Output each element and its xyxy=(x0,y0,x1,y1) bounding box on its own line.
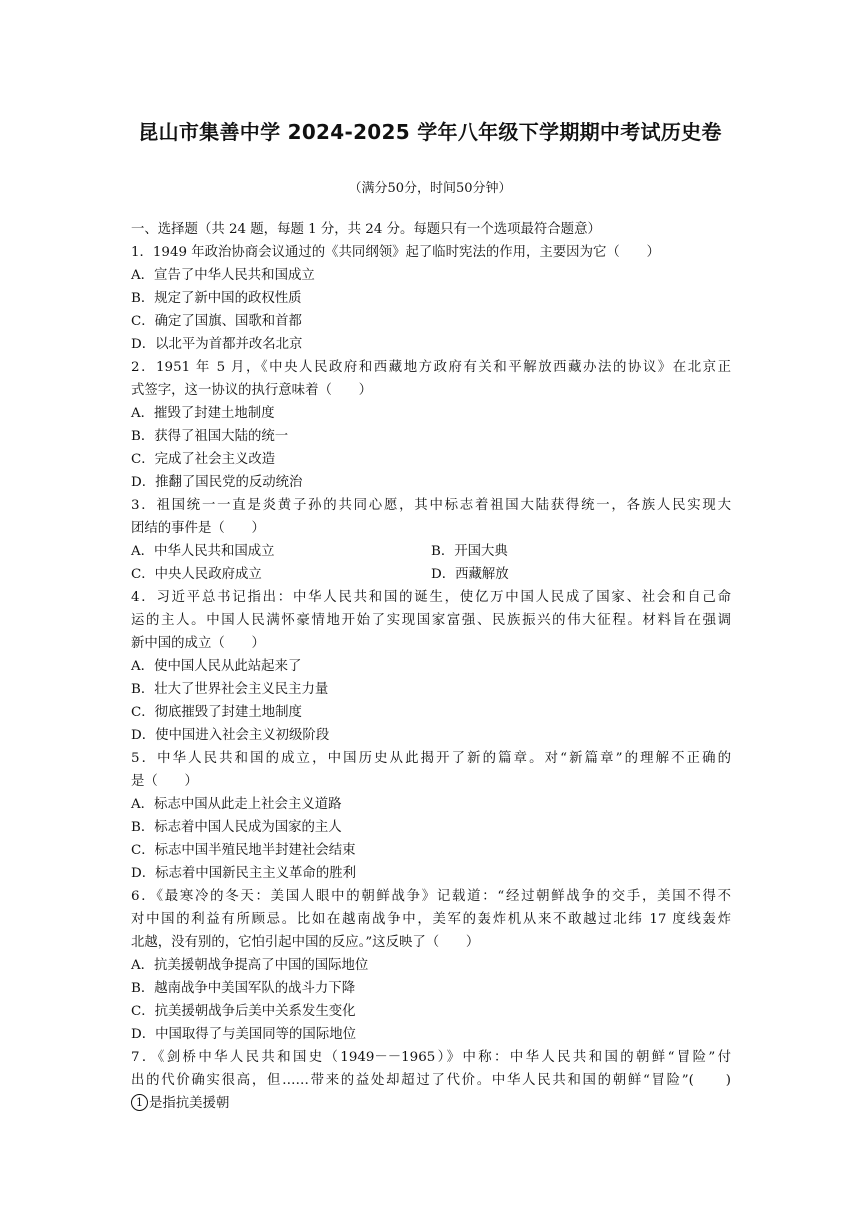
option-c: C．确定了国旗、国歌和首都 xyxy=(131,314,302,329)
option-d: D．以北平为首都并改名北京 xyxy=(131,337,303,352)
question-stem: 2．1951 年 5 月，《中央人民政府和西藏地方政府有关和平解放西藏办法的协议》在北京正 xyxy=(131,360,731,375)
option-b: B．开国大典 xyxy=(431,544,508,559)
option-a: A．使中国人民从此站起来了 xyxy=(131,659,302,674)
page-title: 昆山市集善中学 2024-2025 学年八年级下学期期中考试历史卷 xyxy=(138,120,722,144)
question-3 xyxy=(131,494,731,586)
option-a: A．中华人民共和国成立 xyxy=(131,544,275,559)
question-stem: 运的主人。中国人民满怀豪情地开始了实现国家富强、民族振兴的伟大征程。材料旨在强调 xyxy=(131,613,731,628)
option-c: C．标志中国半殖民地半封建社会结束 xyxy=(131,843,356,858)
option-a: A．抗美援朝战争提高了中国的国际地位 xyxy=(131,958,369,973)
option-d: D．推翻了国民党的反动统治 xyxy=(131,475,303,490)
question-5 xyxy=(131,747,731,885)
question-stem: 团结的事件是（ ） xyxy=(131,521,265,536)
question-7 xyxy=(131,1046,731,1115)
option-d: D．使中国进入社会主义初级阶段 xyxy=(131,728,330,743)
question-stem: 4．习近平总书记指出：中华人民共和国的诞生，使亿万中国人民成了国家、社会和自己命 xyxy=(131,590,731,605)
question-6 xyxy=(131,885,731,1046)
question-stem: 北越，没有别的，它怕引起中国的反应。”这反映了（ ） xyxy=(131,935,480,950)
option-row xyxy=(131,540,731,563)
option-b: B．越南战争中美国军队的战斗力下降 xyxy=(131,981,356,996)
option-b: B．规定了新中国的政权性质 xyxy=(131,291,302,306)
question-stem: 出的代价确实很高，但……带来的益处却超过了代价。中华人民共和国的朝鲜“冒险”( ) xyxy=(131,1073,731,1088)
question-1 xyxy=(131,241,731,356)
option-c: C．抗美援朝战争后美中关系发生变化 xyxy=(131,1004,356,1019)
exam-info: （满分50分，时间50分钟） xyxy=(348,181,512,196)
statement-text: 是指抗美援朝 xyxy=(149,1096,230,1111)
question-stem: 新中国的成立（ ） xyxy=(131,636,265,651)
question-4 xyxy=(131,586,731,747)
question-stem: 对中国的利益有所顾忌。比如在越南战争中，美军的轰炸机从来不敢越过北纬 17 度线轰炸 xyxy=(131,912,731,927)
option-b: B．获得了祖国大陆的统一 xyxy=(131,429,289,444)
question-stem: 式签字，这一协议的执行意味着（ ） xyxy=(131,383,373,398)
question-stem: 7．《剑桥中华人民共和国史（1949－－1965）》中称：中华人民共和国的朝鲜“冒险”付 xyxy=(131,1050,731,1065)
option-a: A．标志中国从此走上社会主义道路 xyxy=(131,797,342,812)
option-row xyxy=(131,563,731,586)
option-c: C．完成了社会主义改造 xyxy=(131,452,276,467)
option-d: D．标志着中国新民主主义革命的胜利 xyxy=(131,866,356,881)
option-c: C．中央人民政府成立 xyxy=(131,567,262,582)
question-body xyxy=(131,218,731,1115)
option-b: B．标志着中国人民成为国家的主人 xyxy=(131,820,342,835)
circled-number-1: 1 xyxy=(131,1094,148,1111)
question-stem: 1．1949 年政治协商会议通过的《共同纲领》起了临时宪法的作用，主要因为它（ ） xyxy=(131,245,660,260)
question-stem: 3．祖国统一一直是炎黄子孙的共同心愿，其中标志着祖国大陆获得统一，各族人民实现大 xyxy=(131,498,731,513)
question-stem: 6．《最寒冷的冬天：美国人眼中的朝鲜战争》记载道：“经过朝鲜战争的交手，美国不得不 xyxy=(131,889,731,904)
question-2 xyxy=(131,356,731,494)
option-d: D．中国取得了与美国同等的国际地位 xyxy=(131,1027,356,1042)
question-stem: 5．中华人民共和国的成立，中国历史从此揭开了新的篇章。对“新篇章”的理解不正确的 xyxy=(131,751,731,766)
question-stem: 是（ ） xyxy=(131,774,198,789)
section-heading: 一、选择题（共 24 题，每题 1 分，共 24 分。每题只有一个选项最符合题意） xyxy=(131,222,601,237)
option-d: D．西藏解放 xyxy=(431,567,509,582)
option-a: A．宣告了中华人民共和国成立 xyxy=(131,268,315,283)
option-c: C．彻底摧毁了封建土地制度 xyxy=(131,705,302,720)
option-b: B．壮大了世界社会主义民主力量 xyxy=(131,682,329,697)
statement-1 xyxy=(131,1092,731,1115)
option-a: A．摧毁了封建土地制度 xyxy=(131,406,275,421)
